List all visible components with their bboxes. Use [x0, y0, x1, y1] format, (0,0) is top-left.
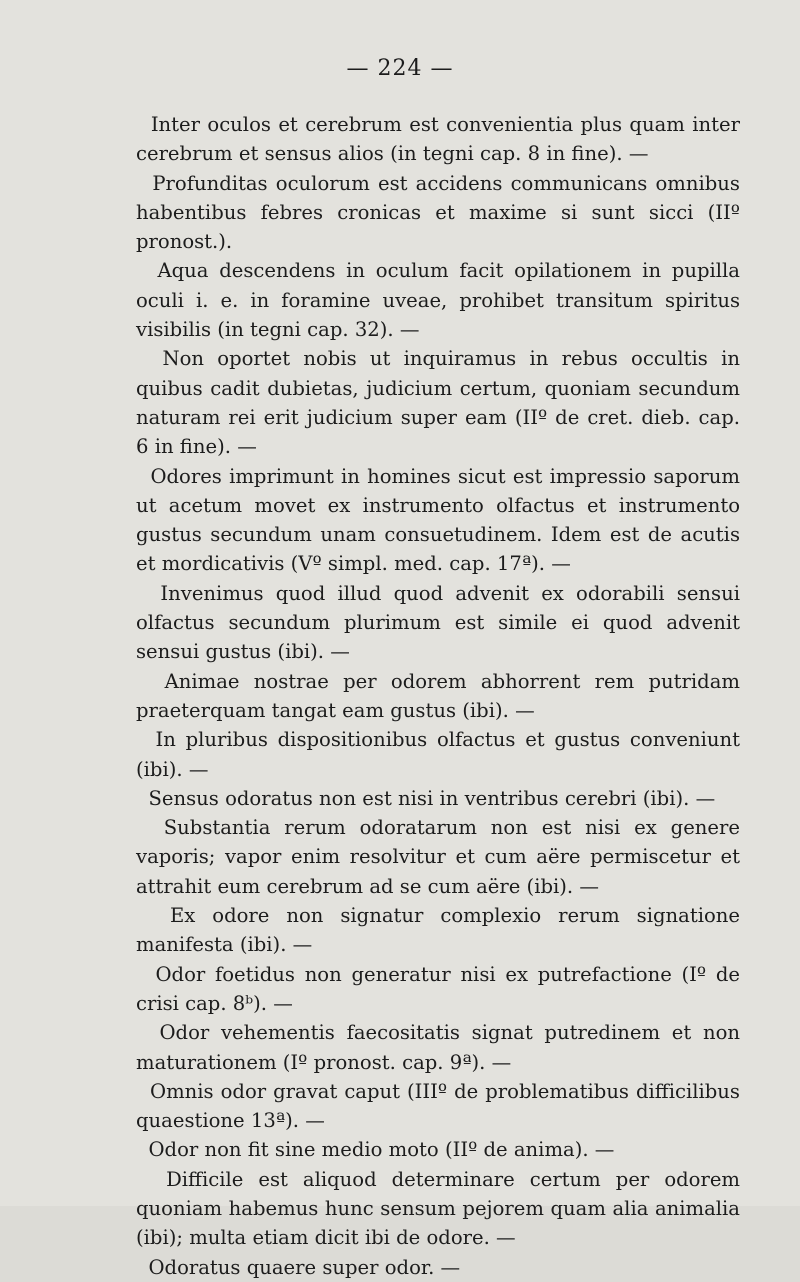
paragraph-p15: Odor non fit sine medio moto (IIº de anima). —	[148, 1138, 615, 1162]
paragraph-p16: Difficile est aliquod determinare certum per odorem quoniam habemus hunc sensum pejorem quam alia animalia (ibi); multa etiam dicit ibi de odore. —	[136, 1167, 740, 1250]
paragraph-p14: Omnis odor gravat caput (IIIº de problematibus difficilibus quaestione 13ª). —	[136, 1079, 740, 1133]
paragraph-p17: Odoratus quaere super odor. —	[148, 1255, 461, 1279]
paragraph-p9: Sensus odoratus non est nisi in ventribus cerebri (ibi). —	[148, 786, 716, 810]
paragraph-p5: Odores imprimunt in homines sicut est impressio saporum ut acetum movet ex instrumento olfactus et instrumento gustus secundum unam consuetudinem. Idem est de acutis et mordicativis (Vº simpl. med. cap. 17ª). —	[136, 464, 740, 576]
paragraph-p13: Odor vehementis faecositatis signat putredinem et non maturationem (Iº pronost. cap. 9ª). —	[136, 1021, 740, 1074]
page-number: — 224 —	[346, 56, 454, 81]
paragraph-p1: Inter oculos et cerebrum est convenientia plus quam inter cerebrum et sensus alios (in tegni cap. 8 in fine). —	[136, 113, 740, 166]
paragraph-p6: Invenimus quod illud quod advenit ex odorabili sensui olfactus secundum plurimum est simile ei quod advenit sensui gustus (ibi). —	[136, 581, 740, 664]
paragraph-p4: Non oportet nobis ut inquiramus in rebus occultis in quibus cadit dubietas, judicium certum, quoniam secundum naturam rei erit judicium super eam (IIº de cret. dieb. cap. 6 in fine). —	[136, 347, 740, 459]
paragraph-p8: In pluribus dispositionibus olfactus et gustus conveniunt (ibi). —	[136, 728, 740, 781]
paragraph-p7: Animae nostrae per odorem abhorrent rem putridam praeterquam tangat eam gustus (ibi). —	[136, 669, 740, 722]
body-text	[136, 110, 740, 1282]
paragraph-p12: Odor foetidus non generatur nisi ex putrefactione (Iº de crisi cap. 8ᵇ). —	[136, 962, 740, 1015]
paragraph-p3: Aqua descendens in oculum facit opilationem in pupilla oculi i. e. in foramine uveae, prohibet transitum spiritus visibilis (in tegni cap. 32). —	[136, 259, 740, 342]
paragraph-p11: Ex odore non signatur complexio rerum signatione manifesta (ibi). —	[136, 904, 740, 957]
paragraph-p2: Profunditas oculorum est accidens communicans omnibus habentibus febres cronicas et maxime si sunt sicci (IIº pronost.).	[136, 171, 740, 254]
paragraph-p10: Substantia rerum odoratarum non est nisi ex genere vaporis; vapor enim resolvitur et cum aëre permiscetur et attrahit eum cerebrum ad se cum aëre (ibi). —	[136, 816, 740, 898]
